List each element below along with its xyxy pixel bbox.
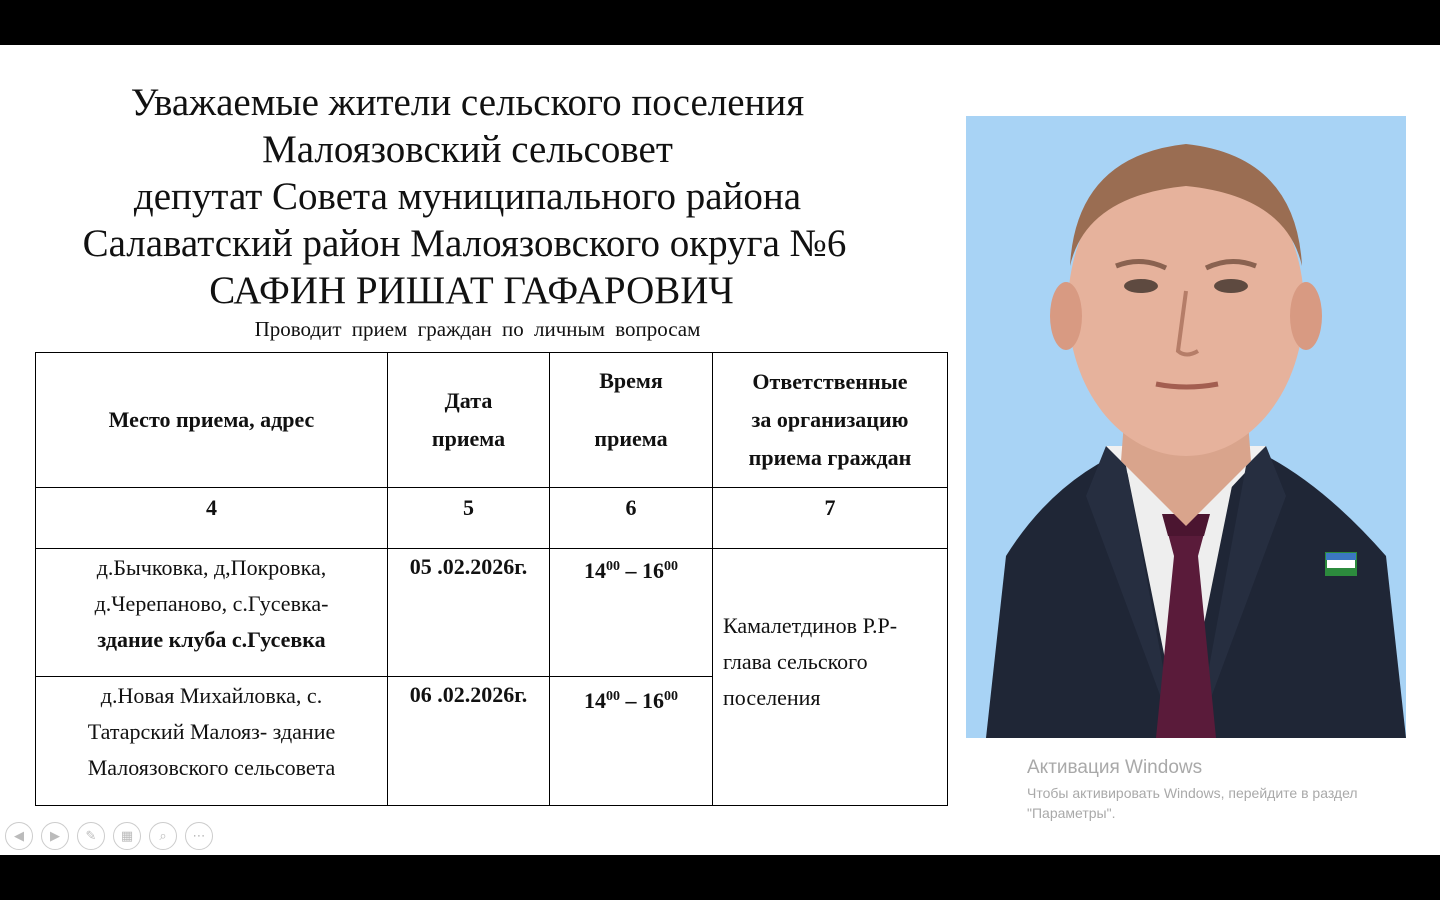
heading-line-2: Малоязовский сельсовет [262, 128, 673, 171]
heading-line-3: депутат Совета муниципального района [133, 175, 802, 218]
slideshow-controls [5, 822, 213, 850]
header-time: Время приема [550, 353, 713, 488]
header-date: Дата приема [388, 353, 550, 488]
subtitle: Проводит прием граждан по личным вопросам [254, 317, 701, 341]
date-cell: 05 .02.2026г. [388, 549, 550, 677]
place-cell: д.Новая Михайловка, с. Татарский Малояз- здание Малоязовского сельсовета [36, 677, 388, 806]
deputy-name: САФИН РИШАТ ГАФАРОВИЧ [209, 269, 734, 312]
prev-icon[interactable]: ◀ [5, 822, 33, 850]
activation-line-2: "Параметры". [1027, 805, 1116, 821]
time-cell: $14^{00} - 16^{00}$ [550, 677, 713, 806]
zoom-icon[interactable]: ⌕ [149, 822, 177, 850]
portrait-illustration [966, 116, 1406, 738]
place-cell: д.Бычковка, д,Покровка, д.Черепаново, с.Гусевка- здание клуба с.Гусевка [36, 549, 388, 677]
windows-activation-watermark [1027, 757, 1358, 823]
column-number: 7 [713, 488, 948, 549]
activation-line-1: Чтобы активировать Windows, перейдите в раздел [1027, 785, 1358, 801]
table-number-row [36, 488, 948, 549]
more-icon[interactable]: ⋯ [185, 822, 213, 850]
header-responsible: Ответственные за организацию приема граждан [713, 353, 948, 488]
header-place: Место приема, адрес [36, 353, 388, 488]
table-header-row [36, 353, 948, 488]
time-cell: $14^{00} - 16^{00}$ [550, 549, 713, 677]
deputy-portrait-photo [966, 116, 1406, 738]
column-number: 4 [36, 488, 388, 549]
activation-title: Активация Windows [1027, 757, 1203, 778]
presentation-slide [0, 45, 1440, 855]
date-cell: 06 .02.2026г. [388, 677, 550, 806]
next-icon[interactable]: ▶ [41, 822, 69, 850]
heading-line-1: Уважаемые жители сельского поселения [130, 81, 805, 124]
pen-icon[interactable]: ✎ [77, 822, 105, 850]
responsible-cell: Камалетдинов Р.Р- глава сельского поселения [713, 549, 948, 806]
schedule-table [35, 352, 948, 806]
heading-line-4: Салаватский район Малоязовского округа №6 [82, 222, 847, 265]
table-row [36, 549, 948, 677]
column-number: 5 [388, 488, 550, 549]
column-number: 6 [550, 488, 713, 549]
slides-icon[interactable]: ▦ [113, 822, 141, 850]
